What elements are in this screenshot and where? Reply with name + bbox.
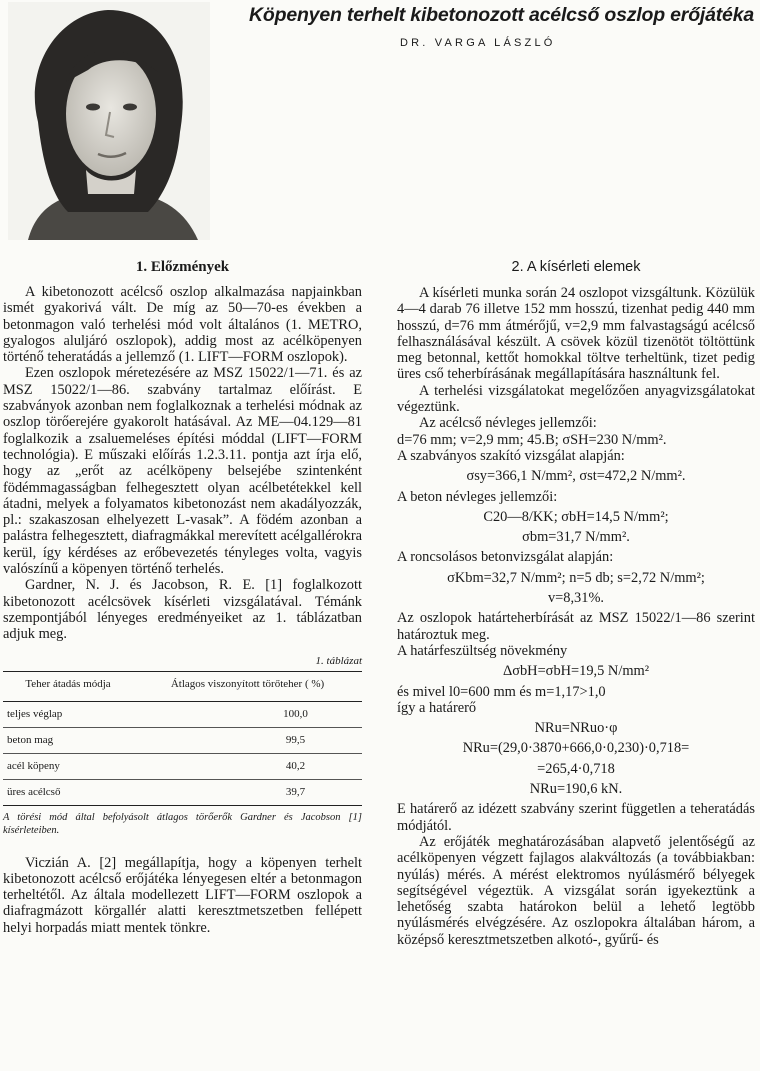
table-row	[3, 779, 362, 805]
paragraph: A határfeszültség növekmény	[397, 642, 568, 659]
paragraph: Az erőjáték meghatározásában alapvető jelentőségű az acélköpenyen végzett fajlagos alakváltozás (a továbbiakban: nyúlás) mérés. A mérést elektromos nyúlásmérő bélyegek segítségével végeztük. A vizsgálat során igyekeztünk a lehetőség szabta határokon belül a lehető legtöbb nyúlásmérés elvégzésére. Az oszlopokra általában három, a középső keresztmetszetben alkotó-, gyűrű- és	[397, 833, 755, 948]
table-cell: teljes véglap	[3, 701, 133, 727]
formula: NRu=190,6 kN.	[529, 781, 623, 798]
table-cell: 99,5	[133, 727, 362, 753]
table-cell: 100,0	[133, 701, 362, 727]
paragraph: Az acélcső névleges jellemzői:	[419, 415, 597, 432]
paragraph: A kibetonozott acélcső oszlop alkalmazása napjainkban ismét gyakorivá vált. De míg az 50—70-es években a betonmagon való terhelési mód volt általános (1. METRO, gyalogos aluljáró oszlopok), addig most az acélköpenyen történő teheratádás a jellemző (1. LIFT—FORM oszlopok).	[3, 284, 362, 366]
formula: ΔσbH=σbH=19,5 N/mm²	[502, 663, 650, 680]
left-column	[3, 259, 362, 936]
paragraph: A kísérleti munka során 24 oszlopot vizsgáltunk. Közülük 4—4 darab 76 illetve 152 mm hosszú, tizenhat pedig 440 mm hosszú, d=76 mm átmérőjű, v=2,9 mm falvastagságú acélcső felhasználásával készült. A csövek közül tizenötöt töltöttünk meg betonnal, kettőt homokkal töltve terheltünk, tizet pedig üres cső teherbírásának megállapítására használtunk fel.	[397, 285, 755, 383]
paragraph: így a határerő	[397, 699, 477, 716]
article-author: DR. VARGA LÁSZLÓ	[400, 37, 556, 49]
results-table	[3, 671, 362, 806]
table-row	[3, 701, 362, 727]
article-title: Köpenyen terhelt kibetonozott acélcső oszlop erőjátéka	[249, 4, 754, 26]
paragraph: Az oszlopok határteherbírását az MSZ 15022/1—86 szerint határoztuk meg.	[397, 610, 755, 643]
paragraph: és mivel l0=600 mm és m=1,17>1,0	[397, 683, 606, 700]
paragraph: Gardner, N. J. és Jacobson, R. E. [1] foglalkozott kibetonozott acélcsövek kísérleti vizsgálatával. Témánk szempontjából lényeges eredményeiket az 1. táblázatban adjuk meg.	[3, 577, 362, 643]
table-header: Átlagos viszonyított törőteher ( %)	[133, 671, 362, 701]
paragraph: A terhelési vizsgálatokat megelőzően anyagvizsgálatokat végeztünk.	[397, 382, 755, 416]
section-heading-2: 2. A kísérleti elemek	[511, 259, 641, 275]
author-portrait	[8, 2, 210, 240]
formula: σKbm=32,7 N/mm²; n=5 db; s=2,72 N/mm²;	[447, 569, 705, 586]
table-label: 1. táblázat	[315, 654, 362, 667]
formula: σsy=366,1 N/mm², σst=472,2 N/mm².	[466, 468, 686, 485]
formula: NRu=NRuo·φ	[534, 720, 618, 737]
formula: =265,4·0,718	[537, 760, 615, 777]
paragraph: Ezen oszlopok méretezésére az MSZ 15022/1—71. és az MSZ 15022/1—86. szabvány tartalmaz előírást. E szabványok azonban nem foglalkoznak a terhelési módnak az oszlop törőerejére gyakorolt hatásával. Az ME—04.129—81 foglalkozik a zsaluemeléses építési móddal (LIFT—FORM technológia). E műszaki előírás 1.2.3.11. pontja azt írja elő, hogy az „erőt az acélköpeny belsejébe szintenként födémmagasságban felhegesztett olyan acélbetétekkel kell átadni, melyek a folyamatos kibetonozást nem akadályozzák, pl.: szakaszosan elhelyezett L-vasak”. A födém azonban a palástra felhegesztett, diafragmákkal merevített acélgallérokra kerül, így kérdéses az erőbevezetés tényleges volta, vagyis valószínű a köpenyen történő terhelés.	[3, 365, 362, 578]
table-cell: 39,7	[133, 779, 362, 805]
formula: NRu=(29,0·3870+666,0·0,230)·0,718=	[462, 740, 690, 757]
table-row	[3, 753, 362, 779]
formula: v=8,31%.	[547, 590, 605, 607]
paragraph: A roncsolásos betonvizsgálat alapján:	[397, 549, 614, 566]
table-cell: acél köpeny	[3, 753, 133, 779]
table-cell: üres acélcső	[3, 779, 133, 805]
paragraph: A beton névleges jellemzői:	[397, 488, 558, 505]
table-caption: A törési mód által befolyásolt átlagos törőerők Gardner és Jacobson [1] kísérleteiben.	[3, 811, 362, 836]
paragraph: A szabványos szakító vizsgálat alapján:	[397, 447, 625, 464]
table-cell: 40,2	[133, 753, 362, 779]
formula: σbm=31,7 N/mm².	[522, 529, 630, 546]
paragraph: Viczián A. [2] megállapítja, hogy a köpenyen terhelt kibetonozott acélcső erőjátéka lényegesen eltér a betonmagon terheltétől. Az általa modellezett LIFT—FORM oszlopok a diafragmázott körgallér alatti keresztmetszetben fellépett helyi horpadás miatt mentek tönkre.	[3, 854, 362, 936]
table-cell: beton mag	[3, 727, 133, 753]
formula-line: d=76 mm; v=2,9 mm; 45.B; σSH=230 N/mm².	[397, 431, 667, 448]
table-header: Teher átadás módja	[3, 671, 133, 701]
section-heading-1: 1. Előzmények	[135, 259, 230, 275]
right-column	[397, 259, 755, 948]
table-row	[3, 727, 362, 753]
formula: C20—8/KK; σbH=14,5 N/mm²;	[483, 508, 669, 525]
paragraph: E határerő az idézett szabvány szerint független a teheratádás módjától.	[397, 801, 755, 834]
